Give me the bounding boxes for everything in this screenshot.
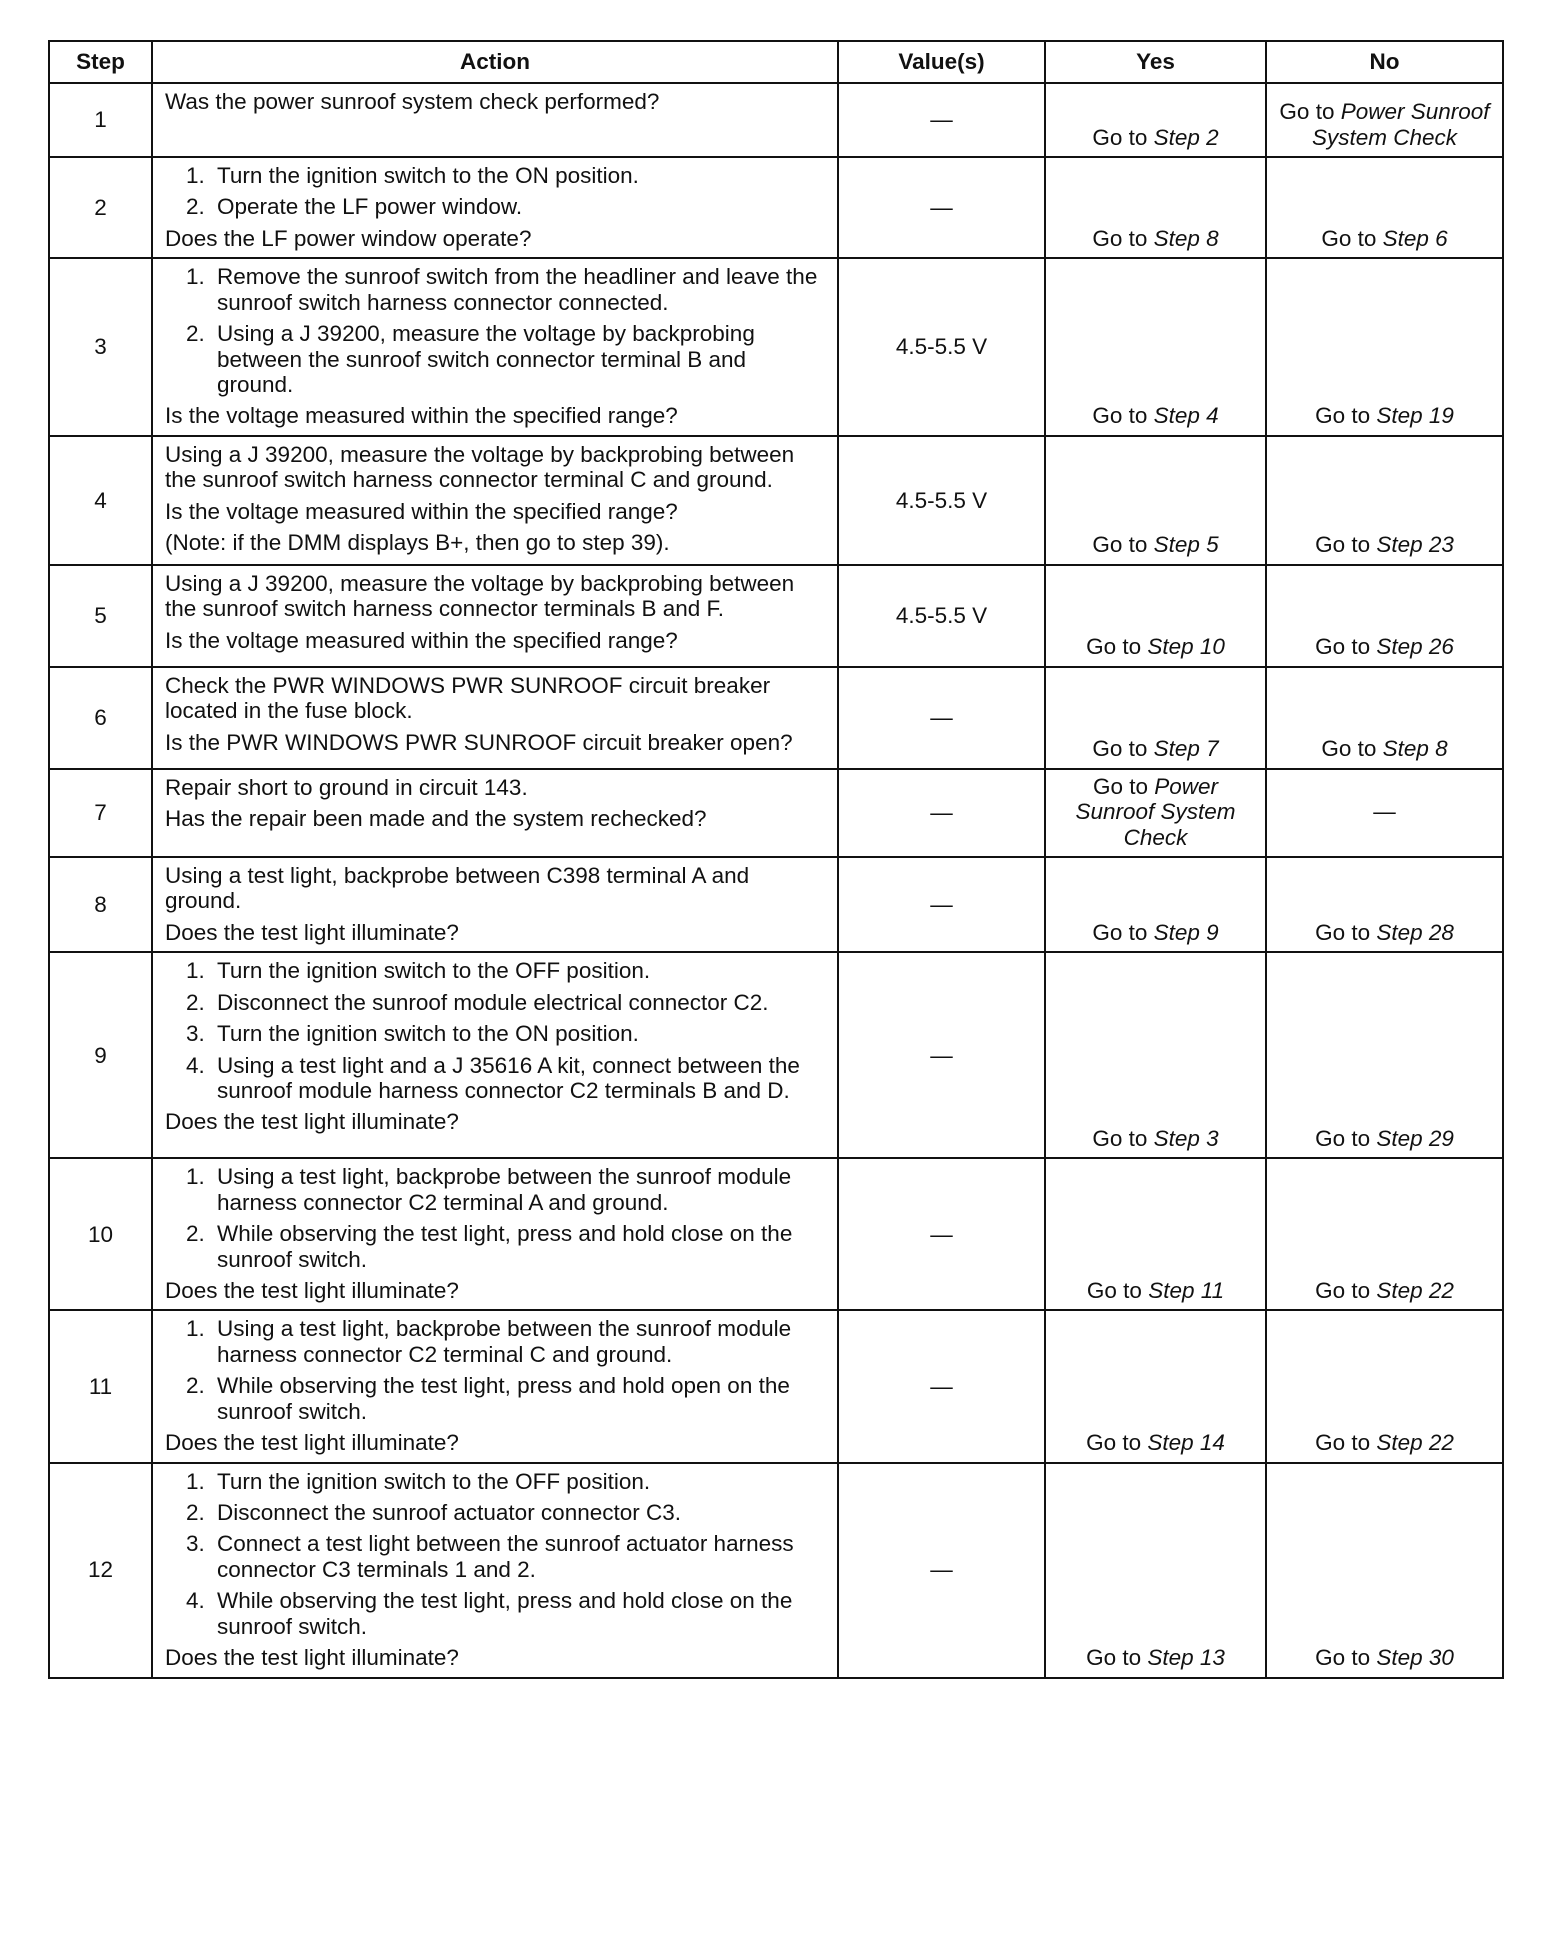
yes-goto-prefix: Go to xyxy=(1086,1430,1148,1456)
action-step: 1. Turn the ignition switch to the OFF position. xyxy=(211,1469,825,1494)
action-step: 1. Remove the sunroof switch from the headliner and leave the sunroof switch harness connector connected. xyxy=(211,264,825,315)
yes-goto-ref: Step 9 xyxy=(1153,919,1219,945)
step-number: 9 xyxy=(49,952,152,1158)
no-goto xyxy=(1277,1278,1492,1303)
header-values: Value(s) xyxy=(838,41,1045,83)
no-goto xyxy=(1277,1126,1492,1151)
no-goto xyxy=(1277,1430,1492,1455)
yes-goto-prefix: Go to xyxy=(1092,124,1154,150)
action-text: Is the voltage measured within the specified range? xyxy=(165,498,678,524)
yes-goto-ref: Step 4 xyxy=(1153,403,1219,429)
no-goto-prefix: Go to xyxy=(1315,1430,1377,1456)
yes-goto xyxy=(1056,532,1255,557)
no-goto-ref: Step 26 xyxy=(1376,634,1454,660)
no-cell xyxy=(1266,83,1503,157)
no-goto-ref: Step 29 xyxy=(1376,1125,1454,1151)
header-step: Step xyxy=(49,41,152,83)
yes-goto-prefix: Go to xyxy=(1092,773,1155,799)
table-row xyxy=(49,83,1503,157)
action-steps xyxy=(165,1469,825,1640)
action-cell xyxy=(152,1158,838,1310)
step-number: 11 xyxy=(49,1310,152,1462)
no-cell xyxy=(1266,436,1503,565)
yes-goto-ref: Step 5 xyxy=(1153,532,1219,558)
no-goto-prefix: Go to xyxy=(1315,1125,1377,1151)
yes-cell xyxy=(1045,157,1266,258)
no-goto-ref: Step 8 xyxy=(1382,736,1448,762)
step-number: 4 xyxy=(49,436,152,565)
yes-goto-ref: Step 13 xyxy=(1147,1645,1225,1671)
action-text: (Note: if the DMM displays B+, then go to step 39). xyxy=(165,530,670,556)
no-goto xyxy=(1277,736,1492,761)
step-number: 5 xyxy=(49,565,152,667)
yes-cell xyxy=(1045,952,1266,1158)
no-goto xyxy=(1277,920,1492,945)
action-step: 2. Using a J 39200, measure the voltage by backprobing between the sunroof switch connector terminal B and ground. xyxy=(211,321,825,397)
no-cell xyxy=(1266,1310,1503,1462)
yes-cell xyxy=(1045,258,1266,436)
yes-goto xyxy=(1056,634,1255,659)
no-cell xyxy=(1266,1158,1503,1310)
no-goto-prefix: Go to xyxy=(1315,919,1377,945)
no-goto xyxy=(1277,99,1492,150)
yes-goto xyxy=(1056,226,1255,251)
action-cell xyxy=(152,1310,838,1462)
table-row xyxy=(49,769,1503,857)
action-cell xyxy=(152,157,838,258)
action-question: Does the LF power window operate? xyxy=(165,225,532,251)
step-number: 8 xyxy=(49,857,152,952)
action-step: 1. Turn the ignition switch to the ON position. xyxy=(211,163,825,188)
yes-goto-prefix: Go to xyxy=(1092,403,1154,429)
yes-cell xyxy=(1045,667,1266,769)
no-cell xyxy=(1266,667,1503,769)
yes-goto xyxy=(1056,1126,1255,1151)
no-goto-ref: — xyxy=(1373,799,1396,825)
yes-goto-prefix: Go to xyxy=(1092,1125,1154,1151)
yes-goto xyxy=(1056,403,1255,428)
no-goto-ref: Step 30 xyxy=(1376,1645,1454,1671)
step-number: 1 xyxy=(49,83,152,157)
no-goto-prefix: Go to xyxy=(1315,634,1377,660)
action-text: Using a test light, backprobe between C398 terminal A and ground. xyxy=(165,863,750,914)
header-row xyxy=(49,41,1503,83)
no-goto-prefix: Go to xyxy=(1315,403,1377,429)
yes-cell xyxy=(1045,857,1266,952)
action-text: Repair short to ground in circuit 143. xyxy=(165,774,528,800)
action-text: Check the PWR WINDOWS PWR SUNROOF circuit breaker located in the fuse block. xyxy=(165,672,771,724)
no-goto-ref: Step 28 xyxy=(1376,919,1454,945)
no-goto-prefix: Go to xyxy=(1321,225,1383,251)
table-row xyxy=(49,952,1503,1158)
value-cell: 4.5-5.5 V xyxy=(838,565,1045,667)
no-goto-ref: Power Sunroof System Check xyxy=(1311,99,1490,150)
no-goto-ref: Step 23 xyxy=(1376,532,1454,558)
no-goto-prefix: Go to xyxy=(1315,1645,1377,1671)
action-cell xyxy=(152,952,838,1158)
no-cell xyxy=(1266,157,1503,258)
action-steps xyxy=(165,1164,825,1272)
action-cell xyxy=(152,436,838,565)
yes-goto-ref: Step 14 xyxy=(1147,1430,1225,1456)
value-cell: 4.5-5.5 V xyxy=(838,258,1045,436)
table-body xyxy=(49,83,1503,1678)
action-question: Does the test light illuminate? xyxy=(165,1430,459,1456)
yes-goto-prefix: Go to xyxy=(1086,1645,1148,1671)
no-goto-ref: Step 22 xyxy=(1376,1430,1454,1456)
action-text: Is the PWR WINDOWS PWR SUNROOF circuit breaker open? xyxy=(165,729,793,755)
step-number: 2 xyxy=(49,157,152,258)
header-no: No xyxy=(1266,41,1503,83)
no-cell xyxy=(1266,1463,1503,1678)
no-cell xyxy=(1266,857,1503,952)
action-cell xyxy=(152,667,838,769)
yes-cell xyxy=(1045,565,1266,667)
no-goto xyxy=(1277,1645,1492,1670)
step-number: 3 xyxy=(49,258,152,436)
action-step: 1. Turn the ignition switch to the OFF position. xyxy=(211,958,825,983)
action-text: Was the power sunroof system check performed? xyxy=(165,89,660,114)
yes-goto xyxy=(1056,1430,1255,1455)
step-number: 6 xyxy=(49,667,152,769)
action-question: Does the test light illuminate? xyxy=(165,1278,459,1304)
yes-goto xyxy=(1056,1278,1255,1303)
no-goto xyxy=(1277,532,1492,557)
yes-goto xyxy=(1056,920,1255,945)
action-step: 1. Using a test light, backprobe between the sunroof module harness connector C2 terminal A and ground. xyxy=(211,1164,825,1215)
yes-goto-ref: Step 3 xyxy=(1153,1125,1219,1151)
yes-cell xyxy=(1045,769,1266,857)
no-goto-prefix: Go to xyxy=(1321,736,1383,762)
yes-goto-ref: Step 11 xyxy=(1148,1278,1225,1304)
action-text: Using a J 39200, measure the voltage by backprobing between the sunroof switch harness connector terminal C and ground. xyxy=(165,441,795,493)
action-step: 2. While observing the test light, press and hold open on the sunroof switch. xyxy=(211,1373,825,1424)
action-question: Is the voltage measured within the specified range? xyxy=(165,403,678,429)
table-row xyxy=(49,436,1503,565)
table-row xyxy=(49,857,1503,952)
table-row xyxy=(49,1463,1503,1678)
no-cell xyxy=(1266,952,1503,1158)
yes-cell xyxy=(1045,1463,1266,1678)
value-cell: — xyxy=(838,1310,1045,1462)
action-steps xyxy=(165,264,825,397)
value-cell: — xyxy=(838,667,1045,769)
diagnostic-table xyxy=(48,40,1504,1679)
value-cell: — xyxy=(838,83,1045,157)
no-goto-ref: Step 6 xyxy=(1382,225,1448,251)
no-cell xyxy=(1266,565,1503,667)
yes-goto xyxy=(1056,736,1255,761)
no-goto-ref: Step 22 xyxy=(1376,1278,1454,1304)
table-row xyxy=(49,565,1503,667)
action-cell xyxy=(152,769,838,857)
action-text: Using a J 39200, measure the voltage by backprobing between the sunroof switch harness connector terminals B and F. xyxy=(165,570,795,622)
no-goto xyxy=(1277,403,1492,428)
table-row xyxy=(49,1310,1503,1462)
no-goto-ref: Step 19 xyxy=(1376,403,1454,429)
no-goto-prefix: Go to xyxy=(1315,1278,1377,1304)
diagnostic-table-container xyxy=(48,40,1502,1679)
yes-cell xyxy=(1045,83,1266,157)
value-cell: — xyxy=(838,1158,1045,1310)
step-number: 10 xyxy=(49,1158,152,1310)
action-step: 4. While observing the test light, press and hold close on the sunroof switch. xyxy=(211,1588,825,1639)
action-question: Does the test light illuminate? xyxy=(165,1645,459,1671)
yes-goto xyxy=(1056,774,1255,850)
no-cell xyxy=(1266,769,1503,857)
no-goto xyxy=(1277,799,1492,824)
action-text: Does the test light illuminate? xyxy=(165,919,459,945)
value-cell: — xyxy=(838,857,1045,952)
action-cell xyxy=(152,258,838,436)
header-yes: Yes xyxy=(1045,41,1266,83)
yes-goto-ref: Step 2 xyxy=(1153,124,1219,150)
yes-goto xyxy=(1056,1645,1255,1670)
value-cell: 4.5-5.5 V xyxy=(838,436,1045,565)
action-step: 1. Using a test light, backprobe between the sunroof module harness connector C2 terminal C and ground. xyxy=(211,1316,825,1367)
yes-goto-prefix: Go to xyxy=(1092,225,1154,251)
table-row xyxy=(49,157,1503,258)
action-steps xyxy=(165,1316,825,1424)
table-row xyxy=(49,258,1503,436)
yes-goto-ref: Step 7 xyxy=(1153,736,1219,762)
yes-cell xyxy=(1045,1310,1266,1462)
yes-goto-prefix: Go to xyxy=(1092,919,1154,945)
action-step: 3. Connect a test light between the sunroof actuator harness connector C3 terminals 1 and 2. xyxy=(211,1531,825,1582)
action-step: 2. Disconnect the sunroof module electrical connector C2. xyxy=(211,990,825,1015)
value-cell: — xyxy=(838,1463,1045,1678)
yes-goto-prefix: Go to xyxy=(1092,736,1154,762)
action-cell xyxy=(152,1463,838,1678)
value-cell: — xyxy=(838,952,1045,1158)
action-cell xyxy=(152,565,838,667)
yes-goto-prefix: Go to xyxy=(1092,532,1154,558)
table-row xyxy=(49,1158,1503,1310)
step-number: 12 xyxy=(49,1463,152,1678)
no-cell xyxy=(1266,258,1503,436)
action-step: 4. Using a test light and a J 35616 A kit, connect between the sunroof module harness connector C2 terminals B and D. xyxy=(211,1053,825,1104)
yes-goto-prefix: Go to xyxy=(1086,634,1148,660)
action-text: Has the repair been made and the system rechecked? xyxy=(165,806,707,832)
yes-cell xyxy=(1045,1158,1266,1310)
yes-goto-ref: Step 8 xyxy=(1153,225,1219,251)
action-step: 2. While observing the test light, press and hold close on the sunroof switch. xyxy=(211,1221,825,1272)
action-step: 3. Turn the ignition switch to the ON position. xyxy=(211,1021,825,1046)
step-number: 7 xyxy=(49,769,152,857)
no-goto xyxy=(1277,634,1492,659)
yes-cell xyxy=(1045,436,1266,565)
yes-goto xyxy=(1056,125,1255,150)
action-steps xyxy=(165,958,825,1103)
no-goto-prefix: Go to xyxy=(1279,99,1341,125)
value-cell: — xyxy=(838,157,1045,258)
no-goto-prefix: Go to xyxy=(1315,532,1377,558)
yes-goto-prefix: Go to xyxy=(1086,1278,1149,1304)
action-cell xyxy=(152,83,838,157)
action-steps xyxy=(165,163,825,220)
yes-goto-ref: Power Sunroof System Check xyxy=(1075,773,1236,850)
action-step: 2. Disconnect the sunroof actuator connector C3. xyxy=(211,1500,825,1525)
action-step: 2. Operate the LF power window. xyxy=(211,194,825,219)
yes-goto-ref: Step 10 xyxy=(1147,634,1225,660)
header-action: Action xyxy=(152,41,838,83)
table-row xyxy=(49,667,1503,769)
action-question: Does the test light illuminate? xyxy=(165,1109,459,1135)
value-cell: — xyxy=(838,769,1045,857)
action-text: Is the voltage measured within the specified range? xyxy=(165,627,678,653)
no-goto xyxy=(1277,226,1492,251)
action-cell xyxy=(152,857,838,952)
